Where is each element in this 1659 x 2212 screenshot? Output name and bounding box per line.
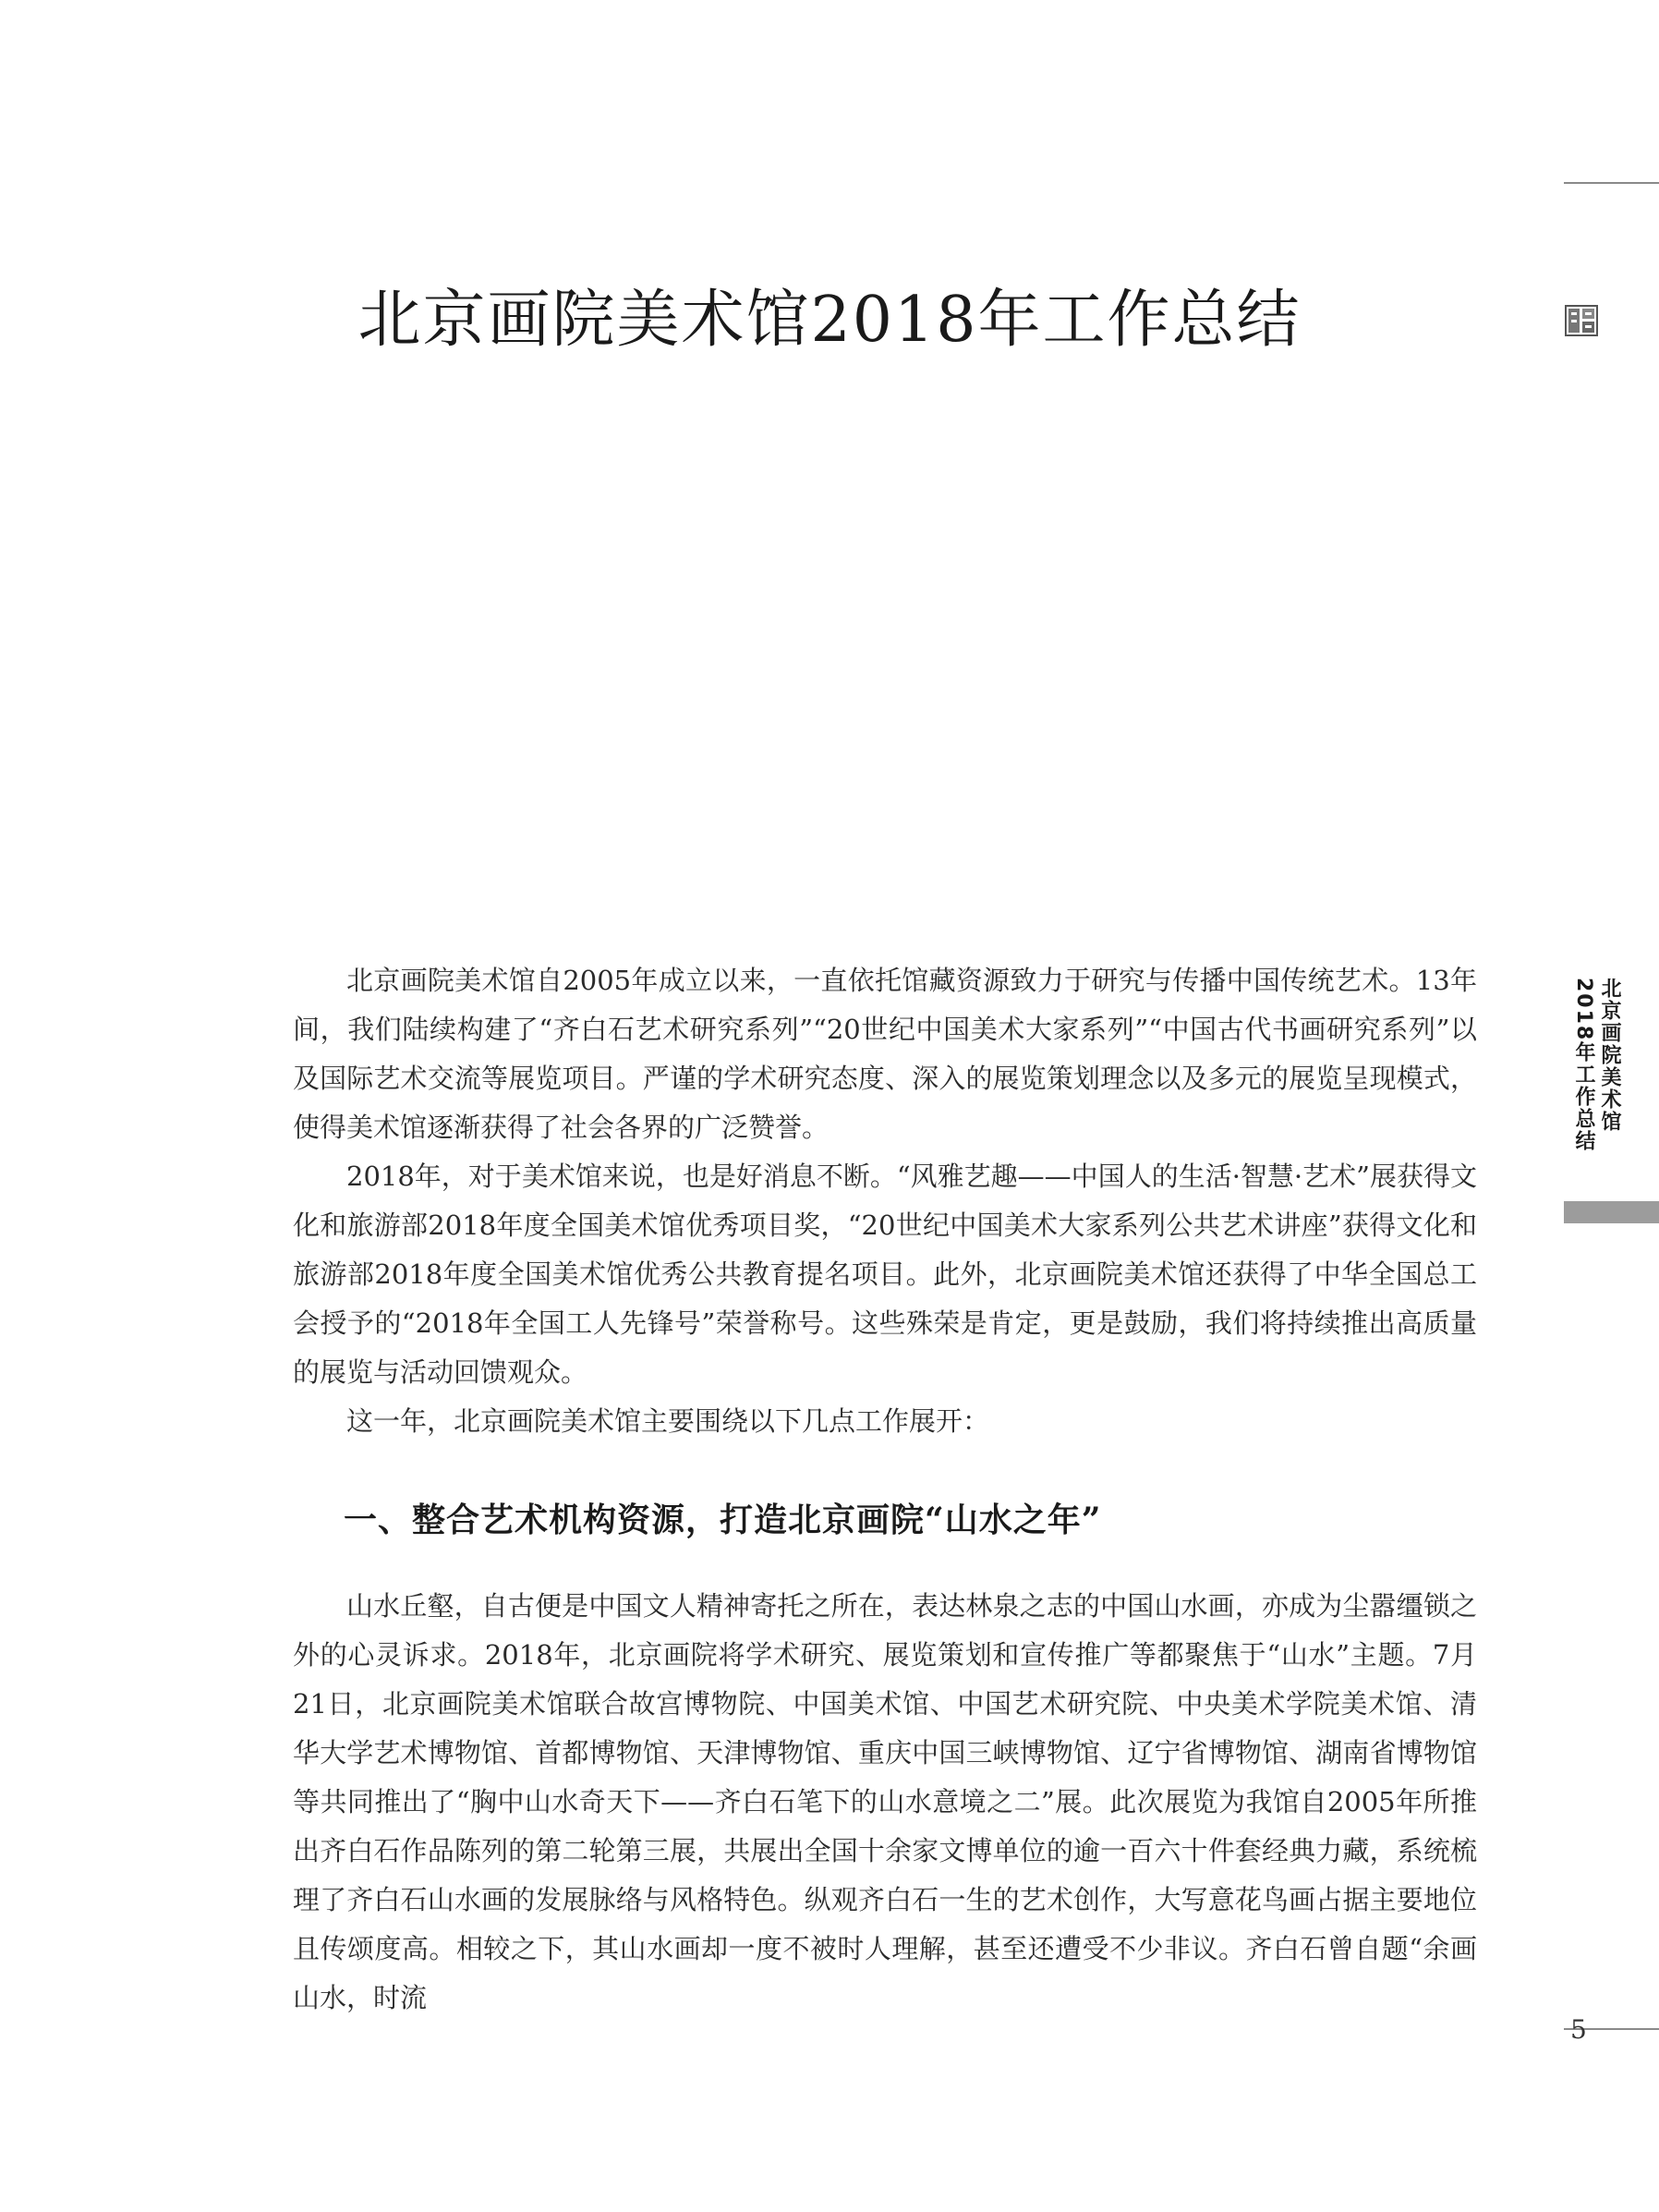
chapter-tab: [1564, 1201, 1659, 1223]
paragraph: 山水丘壑，自古便是中国文人精神寄托之所在，表达林泉之志的中国山水画，亦成为尘嚣缰锁之外的心灵诉求。2018年，北京画院将学术研究、展览策划和宣传推广等都聚焦于“山水”主题。7月21日，北京画院美术馆联合故宫博物院、中国美术馆、中国艺术研究院、中央美术学院美术馆、清华大学艺术博物馆、首都博物馆、天津博物馆、重庆中国三峡博物馆、辽宁省博物馆、湖南省博物馆等共同推出了“胸中山水奇天下——齐白石笔下的山水意境之二”展。此次展览为我馆自2005年所推出齐白石作品陈列的第二轮第三展，共展出全国十余家文博单位的逾一百六十件套经典力藏，系统梳理了齐白石山水画的发展脉络与风格特色。纵观齐白石一生的艺术创作，大写意花鸟画占据主要地位且传颂度高。相较之下，其山水画却一度不被时人理解，甚至还遭受不少非议。齐白石曾自题“余画山水，时流: [293, 1590, 1477, 2013]
paragraph: 北京画院美术馆自2005年成立以来，一直依托馆藏资源致力于研究与传播中国传统艺术。13年间，我们陆续构建了“齐白石艺术研究系列”“20世纪中国美术大家系列”“中国古代书画研究系列”以及国际艺术交流等展览项目。严谨的学术研究态度、深入的展览策划理念以及多元的展览呈现模式，使得美术馆逐渐获得了社会各界的广泛赞誉。: [293, 965, 1477, 1143]
paragraph: 这一年，北京画院美术馆主要围绕以下几点工作展开：: [346, 1405, 990, 1437]
page-number: 5: [1570, 2014, 1587, 2045]
section-heading: 一、整合艺术机构资源，打造北京画院“山水之年”: [344, 1501, 1102, 1539]
paragraph: 2018年，对于美术馆来说，也是好消息不断。“风雅艺趣——中国人的生活·智慧·艺术”展获得文化和旅游部2018年度全国美术馆优秀项目奖，“20世纪中国美术大家系列公共艺术讲座”获得文化和旅游部2018年度全国美术馆优秀公共教育提名项目。此外，北京画院美术馆还获得了中华全国总工会授予的“2018年全国工人先锋号”荣誉称号。这些殊荣是肯定，更是鼓励，我们将持续推出高质量的展览与活动回馈观众。: [293, 1161, 1477, 1388]
side-title-line-2: 2018年工作总结: [1572, 978, 1595, 1153]
body-text: [293, 956, 1477, 2023]
page-title: 北京画院美术馆2018年工作总结: [357, 284, 1302, 357]
side-running-title: [1563, 978, 1629, 1172]
side-title-line-1: 北京画院美术馆: [1598, 978, 1621, 1133]
top-right-rule: [1564, 182, 1659, 184]
